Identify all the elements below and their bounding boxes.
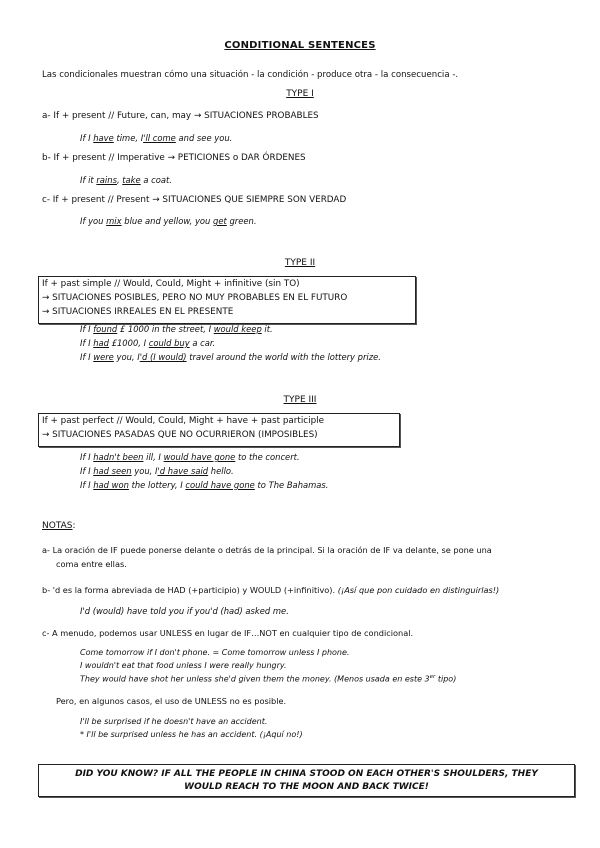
example-text: If I: [80, 466, 94, 476]
type-3-example: [80, 466, 234, 476]
example-text: If I: [80, 480, 94, 490]
example-underlined: would have gone: [163, 452, 236, 462]
example-underlined: have: [93, 133, 114, 143]
note-c-example: [80, 674, 456, 684]
example-text: you, I: [113, 352, 140, 362]
example-text: and see you.: [175, 133, 233, 143]
type-3-example: [80, 480, 328, 490]
example-underlined: take: [122, 175, 141, 185]
example-text: If I: [80, 338, 94, 348]
example-text: it.: [261, 324, 273, 334]
type-3-example: [80, 452, 300, 462]
note-c-but-example: * I'll be surprised unless he has an accident. (¡Aquí no!): [80, 730, 303, 739]
example-underlined: get: [213, 216, 227, 226]
type-3-rule-line: → SITUACIONES PASADAS QUE NO OCURRIERON (IMPOSIBLES): [42, 430, 318, 440]
note-c: c- A menudo, podemos usar UNLESS en lugar de IF…NOT en cualquier tipo de condicional.: [42, 628, 414, 638]
example-text: ,: [116, 175, 123, 185]
example-underlined: had won: [93, 480, 129, 490]
note-b: [42, 585, 499, 595]
example-text: travel around the world with the lottery prize.: [186, 352, 381, 362]
type-1-example-c: [80, 216, 256, 226]
example-underlined: mix: [106, 216, 122, 226]
example-text: If it: [80, 175, 97, 185]
type-3-rule-line: If + past perfect // Would, Could, Might + have + past participle: [42, 416, 325, 426]
note-c-example: I wouldn't eat that food unless I were really hungry.: [80, 661, 287, 670]
example-text: £ 1000 in the street, I: [117, 324, 214, 334]
example-text: £1000, I: [108, 338, 149, 348]
example-text: ill, I: [143, 452, 164, 462]
example-text: to the concert.: [235, 452, 300, 462]
example-underlined: found: [93, 324, 118, 334]
did-you-know-line-1: DID YOU KNOW? IF ALL THE PEOPLE IN CHINA STOOD ON EACH OTHER'S SHOULDERS, THEY: [75, 769, 538, 779]
type-1-rule-a: a- If + present // Future, can, may → SITUACIONES PROBABLES: [42, 111, 319, 121]
example-underlined: could have gone: [185, 480, 255, 490]
notes-heading-label: NOTAS: [42, 521, 73, 531]
type-2-rule-line: → SITUACIONES POSIBLES, PERO NO MUY PROBABLES EN EL FUTURO: [42, 293, 348, 303]
example-underlined: 'll come: [143, 133, 176, 143]
example-underlined: hadn't been: [93, 452, 144, 462]
did-you-know-line-2: WOULD REACH TO THE MOON AND BACK TWICE!: [184, 782, 429, 792]
example-text: you, I: [131, 466, 158, 476]
example-text: tipo): [435, 674, 457, 684]
type-1-rule-b: b- If + present // Imperative → PETICIONES o DAR ÓRDENES: [42, 153, 306, 163]
example-text: to The Bahamas.: [254, 480, 329, 490]
type-2-rule-line: → SITUACIONES IRREALES EN EL PRESENTE: [42, 307, 234, 317]
note-c-example: Come tomorrow if I don't phone. = Come tomorrow unless I phone.: [80, 648, 350, 657]
example-text: hello.: [208, 466, 234, 476]
example-text: the lottery, I: [128, 480, 186, 490]
did-you-know-box: [38, 764, 575, 797]
notes-colon: :: [72, 521, 76, 531]
type-1-example-b: [80, 175, 172, 185]
example-underlined: were: [93, 352, 114, 362]
note-c-but-example: I'll be surprised if he doesn't have an accident.: [80, 717, 268, 726]
example-text: time, I: [113, 133, 144, 143]
type-1-rule-c: c- If + present // Present → SITUACIONES QUE SIEMPRE SON VERDAD: [42, 195, 347, 205]
example-text: If you: [80, 216, 107, 226]
intro-text: Las condicionales muestran cómo una situación - la condición - produce otra - la consecuencia -.: [42, 70, 459, 80]
example-underlined: had seen: [93, 466, 132, 476]
example-text: green.: [226, 216, 257, 226]
notes-heading: [42, 521, 76, 531]
example-underlined: 'd (I would): [139, 352, 187, 362]
example-text: a car.: [189, 338, 216, 348]
note-a-line-2: coma entre ellas.: [56, 559, 127, 569]
type-2-rule-line: If + past simple // Would, Could, Might + infinitive (sin TO): [42, 279, 300, 289]
example-text: a coat.: [140, 175, 172, 185]
example-text: If I: [80, 324, 94, 334]
type-3-heading: TYPE III: [283, 395, 317, 405]
example-text: blue and yellow, you: [121, 216, 214, 226]
type-3-rule-box: [38, 413, 400, 447]
note-b-text: b- 'd es la forma abreviada de HAD (+participio) y WOULD (+infinitivo).: [42, 585, 338, 595]
note-a-line-1: a- La oración de IF puede ponerse delante o detrás de la principal. Si la oración de IF va delante, se pone una: [42, 545, 492, 555]
example-underlined: 'd have said: [157, 466, 209, 476]
type-2-rule-box: [38, 276, 416, 324]
note-c-but: Pero, en algunos casos, el uso de UNLESS no es posible.: [56, 696, 287, 706]
example-underlined: could buy: [148, 338, 190, 348]
type-2-heading: TYPE II: [284, 258, 316, 268]
type-2-example: [80, 352, 381, 362]
example-underlined: rains: [96, 175, 117, 185]
example-underlined: had: [93, 338, 109, 348]
example-underlined: would keep: [213, 324, 262, 334]
type-2-example: [80, 338, 215, 348]
example-text: If I: [80, 452, 94, 462]
document-title: CONDITIONAL SENTENCES: [224, 40, 376, 51]
example-text: They would have shot her unless she'd given them the money. (Menos usada en este 3: [80, 674, 430, 684]
type-1-example-a: [80, 133, 232, 143]
type-2-example: [80, 324, 273, 334]
note-b-italic: (¡Así que pon cuidado en distinguirlas!): [337, 585, 500, 595]
superscript-er: er: [429, 674, 436, 680]
example-text: If I: [80, 352, 94, 362]
type-1-heading: TYPE I: [286, 89, 314, 99]
note-b-example: I'd (would) have told you if you'd (had) asked me.: [80, 606, 289, 616]
example-text: If I: [80, 133, 94, 143]
